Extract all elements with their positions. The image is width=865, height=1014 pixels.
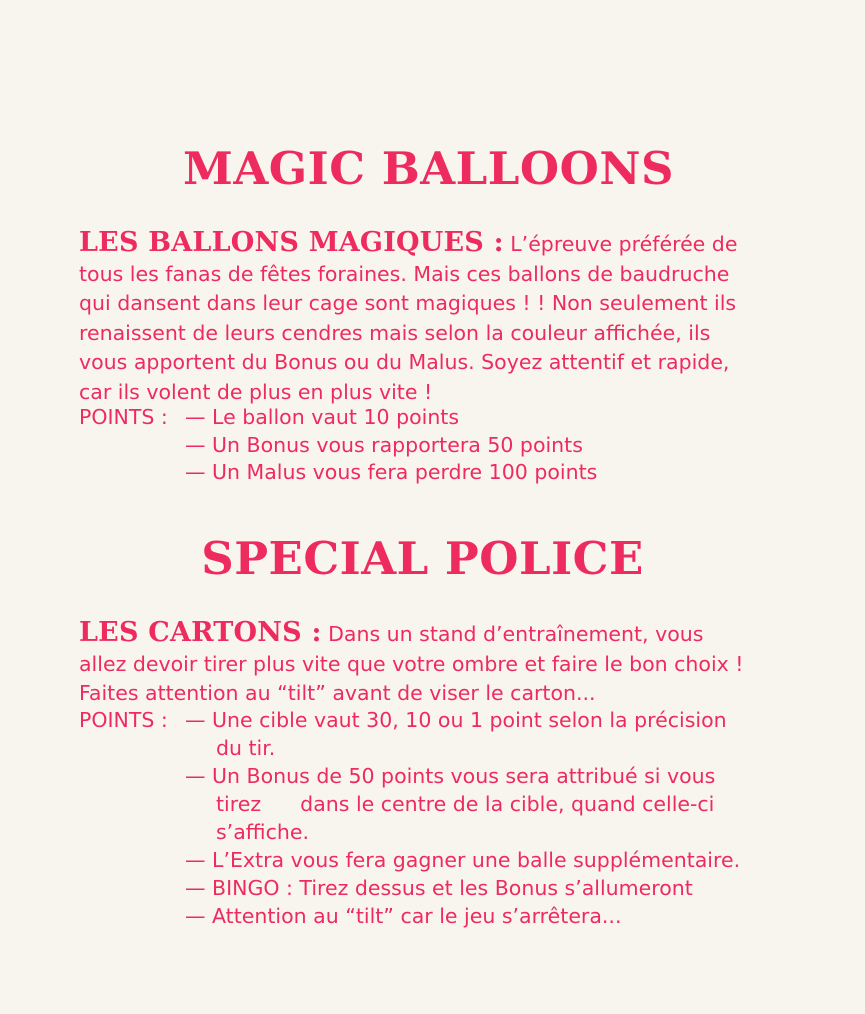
points-item-continuation: du tir.: [216, 736, 276, 760]
section-title-magic-balloons: MAGIC BALLOONS: [183, 142, 674, 195]
paragraph-line: car ils volent de plus en plus vite !: [79, 379, 433, 404]
section-title-special-police: SPECIAL POLICE: [201, 532, 644, 585]
points-item-continuation: s’affiche.: [216, 820, 309, 844]
paragraph-first-line: [79, 228, 789, 260]
points-item: — Une cible vaut 30, 10 ou 1 point selon la précision: [185, 708, 727, 732]
points-item-continuation: tirez dans le centre de la cible, quand celle-ci: [216, 792, 715, 816]
points-item: — L’Extra vous fera gagner une balle supplémentaire.: [185, 848, 741, 872]
points-item: — Le ballon vaut 10 points: [185, 405, 460, 429]
paragraph-line: Dans un stand d’entraînement, vous: [321, 622, 704, 646]
points-item: — Un Malus vous fera perdre 100 points: [185, 460, 598, 484]
paragraph-line: tous les fanas de fêtes foraines. Mais ces ballons de baudruche: [79, 261, 730, 286]
paragraph-line: L’épreuve préférée de: [503, 232, 738, 256]
paragraph-first-line: [79, 618, 789, 650]
paragraph-line: renaissent de leurs cendres mais selon la couleur affichée, ils: [79, 320, 711, 345]
points-item: — Un Bonus de 50 points vous sera attribué si vous: [185, 764, 716, 788]
paragraph-line: allez devoir tirer plus vite que votre ombre et faire le bon choix !: [79, 651, 744, 676]
section-lead-label: LES BALLONS MAGIQUES :: [79, 227, 504, 258]
points-item: — Un Bonus vous rapportera 50 points: [185, 432, 583, 457]
points-item: — BINGO : Tirez dessus et les Bonus s’allumeront: [185, 876, 693, 900]
paragraph-line: vous apportent du Bonus ou du Malus. Soyez attentif et rapide,: [79, 350, 730, 374]
section-lead-label: LES CARTONS :: [79, 617, 322, 648]
section-paragraph-cartons: [79, 618, 789, 709]
paragraph-line: Faites attention au “tilt” avant de viser le carton...: [79, 681, 596, 705]
section-paragraph-ballons: [79, 228, 789, 407]
paragraph-line: qui dansent dans leur cage sont magiques ! ! Non seulement ils: [79, 291, 737, 315]
points-label: POINTS :: [79, 708, 168, 732]
points-item: — Attention au “tilt” car le jeu s’arrêtera...: [185, 904, 622, 928]
points-label: POINTS :: [79, 405, 168, 429]
